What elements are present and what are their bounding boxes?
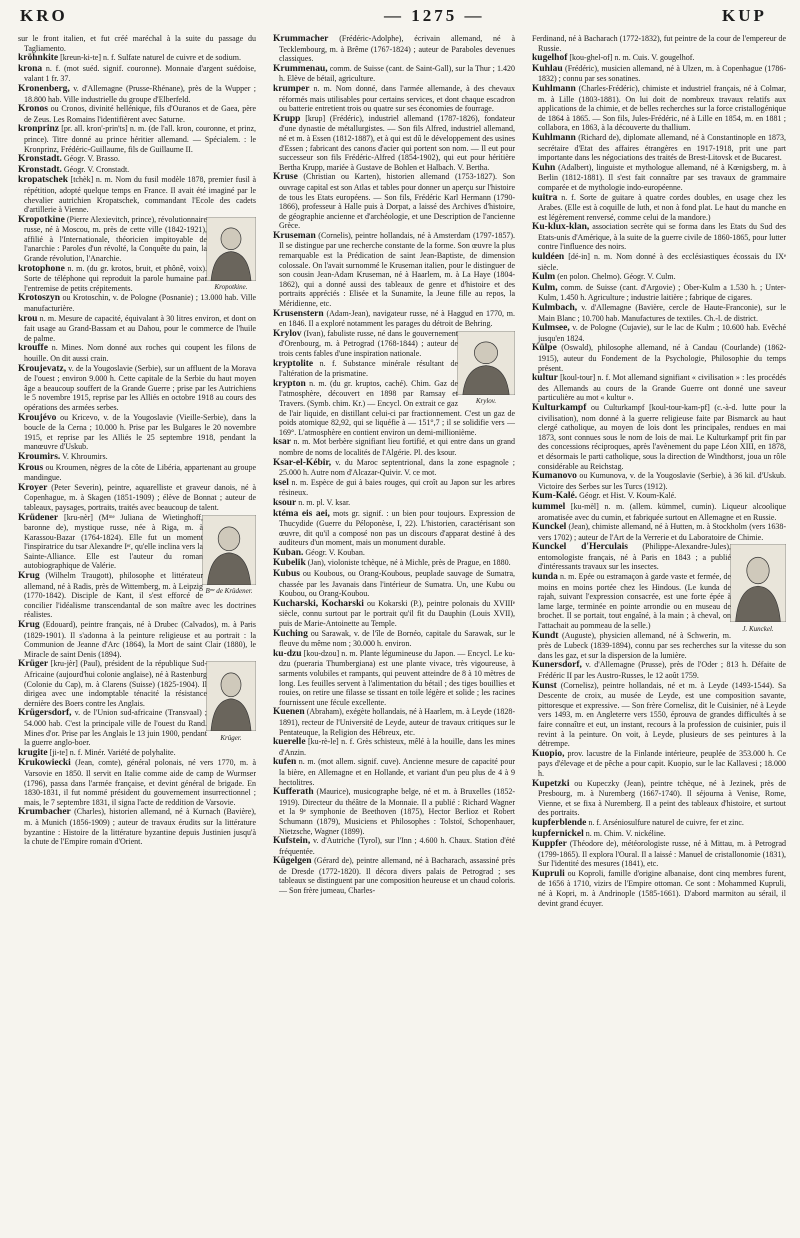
entry-definition: V. Khroumirs. [62, 451, 108, 461]
entry-headword: Kulturkampf [532, 402, 587, 413]
entry-definition: n. f. Substance minérale résultant de l'altération de la prismatine. [279, 358, 458, 379]
entry-headword: Külpe [532, 343, 557, 354]
entry-headword: Kumanovo [532, 471, 577, 482]
entry-headword: kuerelle [273, 737, 306, 748]
dictionary-entry [273, 34, 515, 64]
dictionary-entry [273, 437, 515, 457]
entry-definition: v. du Maroc septentrional, dans la zone espagnole ; 25.000 h. Autre nom d'Alcazar-Quivir. V. ce mot. [279, 457, 515, 478]
entry-definition: ou Krotoschin, v. de Pologne (Posnanie) ; 13.000 hab. Ville manufacturière. [24, 293, 256, 314]
entry-headword: Kuhlmann [532, 83, 576, 94]
entry-headword: kryptolite [273, 358, 314, 369]
dictionary-entry [18, 154, 256, 165]
entry-headword: Kufstein, [273, 836, 311, 847]
entry-headword: Kronstadt. [18, 164, 62, 175]
entry-definition: (Jean), chimiste allemand, né à Hutten, m. à Stockholm (vers 1638-vers 1702) ; auteur de l'Art de la Verrerie et du Laboratoire de Chimie. [538, 522, 786, 542]
dictionary-entry [18, 343, 256, 363]
entry-headword: Kulm [532, 272, 556, 283]
entry-headword: krouffe [18, 343, 48, 354]
dictionary-entry [18, 124, 256, 154]
entry-headword: Kuching [273, 628, 308, 639]
dictionary-entry [18, 34, 256, 53]
entry-headword: Kunckel [532, 522, 567, 533]
entry-definition: v. de l'Union sud-africaine (Transvaal) ; 54.000 hab. C'est la principale ville de l'ouest du Rand. Mines d'or. Prise par les Anglais le 13 juin 1900, pendant la guerre anglo-boer. [24, 708, 207, 748]
figure-caption: Kropotkine. [214, 283, 248, 292]
entry-definition: ou Kupeczky (Jean), peintre tchèque, né à Jezinek, près de Presbourg, m. à Nuremberg (1667-1740). Il séjourna à Venise, Rome, Vienne, et se fixa à Nuremberg. Il a peint des tableaux d'histoire, et surtout des portraits. [538, 778, 786, 818]
entry-headword: Krupp [273, 113, 301, 124]
portrait-engraving [457, 331, 515, 395]
entry-headword: Krug [18, 571, 40, 582]
dictionary-entry [532, 64, 786, 84]
entry-definition: (Charles), historien allemand, né à Kurnach (Bavière), m. à Munich (1856-1909) ; auteur de travaux érudits sur la littérature byzantine : Histoire de la littérature byzantine depuis Justinien jusqu'à la chute de l'Empire romain d'Orient. [24, 807, 256, 847]
entry-headword: Kum-Kalé. [532, 491, 578, 502]
dictionary-entry [18, 807, 256, 846]
entry-headword: Kuhlau [532, 63, 563, 74]
dictionary-entry [532, 323, 786, 343]
entry-definition: [kou-dzou] n. m. Plante légumineuse du Japon. — Encycl. Le ku-dzu (pueraria Thumbergiana) est une plante vivace, très vigoureuse, à sarments volubiles et rampants, qui peuvent atteindre de 8 à 10 mètres de long. Les feuilles servent à l'alimentation du bétail ; des tiges bouillies et rouies, on retire une filasse se tissant en toile légère et solide ; les racines fournissent une fécule excellente. [279, 648, 515, 707]
dictionary-entry [532, 343, 786, 373]
column-left [18, 34, 256, 1230]
entry-definition: ou Cronos, divinité hellénique, fils d'Ouranos et de Gaea, père de Zeus. Les Romains l'identifièrent avec Saturne. [24, 104, 256, 124]
dictionary-entry [273, 478, 515, 498]
entry-definition: [ji-te] n. f. Minér. Variété de polyhalite. [49, 747, 176, 757]
entry-headword: Krummacher [273, 34, 329, 44]
dictionary-entry [273, 599, 515, 629]
entry-headword: Krukowiecki [18, 758, 71, 769]
entry-definition: ou Kroumen, nègres de la côte de Libéria, appartenant au groupe mandingue. [24, 462, 256, 483]
dictionary-entry [532, 471, 786, 491]
entry-definition: (Jan), violoniste tchèque, né à Michle, près de Prague, en 1880. [307, 558, 511, 568]
dictionary-entry [18, 293, 256, 313]
entry-headword: Krummenau, [273, 63, 328, 74]
dictionary-entry [532, 34, 786, 53]
dictionary-entry [532, 303, 786, 323]
dictionary-entry [532, 272, 786, 283]
entry-definition: v. d'Allemagne (Prusse), près de l'Oder ; 813 h. Défaite de Frédéric II par les Austro-Russes, le 12 août 1759. [538, 660, 786, 680]
dictionary-entry [532, 779, 786, 818]
entry-headword: krugite [18, 747, 48, 758]
entry-definition: (Christian ou Karten), historien allemand (1753-1827). Son ouvrage capital est son Atlas et tables pour donner un aperçu sur l'histoire de tous les Etats européens. — Son fils, Frédéric Karl Hermann (1790-1866), professeur à Halle puis à Dorpat, a laissé des Archives d'histoire, de géographie ancienne et d'archéologie, et une Description de l'ancienne Grèce. [279, 172, 515, 231]
entry-headword: Kubus [273, 569, 300, 580]
entry-definition: Géogr. V. Kouban. [305, 547, 365, 557]
entry-headword: Krüdener [18, 512, 59, 523]
dictionary-entry [273, 569, 515, 599]
header-right: KUP [722, 6, 767, 25]
entry-definition: [tchèk] n. m. Nom du fusil modèle 1878, premier fusil à répétition, adopté quelque temps en France. Il avait été imaginé par le chevalier autrichien Kropatschek, commandant l'Ecole des cadets d'artillerie à Vienne. [24, 175, 256, 215]
entry-definition: [kreun-ki-te] n. f. Sulfate naturel de cuivre et de sodium. [60, 53, 241, 63]
page-header [0, 6, 800, 28]
figure-caption: Krylov. [475, 397, 497, 406]
dictionary-entry [532, 491, 786, 502]
entry-definition: (Philippe-Alexandre-Jules), entomologiste français, né à Paris en 1843 ; a publié d'intéressants travaux sur les insectes. [538, 542, 731, 572]
entry-headword: ksar [273, 437, 291, 448]
entry-headword: Kuopio, [532, 748, 565, 759]
entry-headword: Kruse [273, 172, 298, 183]
entry-headword: ktéma eis aei, [273, 508, 330, 519]
entry-definition: [pr. all. kron'-prin'ts] n. m. (de l'all. kron, couronne, et prinz, prince). Titre donné au prince héritier allemand. — Spécialem. : le Kronprinz, Frédéric-Guillaume, fils de Guillaume II. [24, 124, 256, 154]
page-number: — 1275 — [384, 6, 485, 25]
dictionary-entry [532, 252, 786, 272]
dictionary-entry [532, 502, 786, 522]
entry-headword: Kruseman [273, 230, 316, 241]
figure-krudener [205, 515, 256, 596]
entry-definition: n. m. Mesure de capacité, équivalant à 30 litres environ, et dont on fait usage au Grand-Bassam et au Dahou, pour le commerce de l'huile de palme. [24, 313, 256, 343]
dictionary-entry [18, 53, 256, 64]
dictionary-entry [273, 836, 515, 856]
dictionary-entry [532, 522, 786, 542]
entry-headword: kropatschek [18, 175, 68, 186]
entry-definition: (Wilhelm Traugott), philosophe et littérateur allemand, né à Radis, près de Wittemberg, m. à Leipzig (1770-1842). Disciple de Kant, il s'est efforcé de concilier l'idéalisme transcendantal de son maître avec les doctrines réalistes. [24, 571, 256, 620]
entry-headword: kuitra [532, 192, 558, 203]
entry-definition: n. f. Sorte de guitare à quatre cordes doubles, en usage chez les Arabes. (Elle est à coquille de luth, et non à fond plat. Le haut du manche en est légèrement renversé, comme celui de la mandore.) [538, 192, 786, 222]
entry-definition: Géogr. V. Brasso. [63, 154, 120, 164]
entry-definition: [krup] (Frédéric), industriel allemand (1787-1826), fondateur d'une dynastie de métallurgistes. — Son fils Alfred, industriel allemand, né et m. à Essen (1812-1887), et à qui est dû le développement des usines d'Essen ; fabricant des canons d'acier qui portent son nom. — Il eut pour successeur son fils Frédéric-Alfred (1854-1902), qui eut pour héritière Bertha Krupp, mariée à Gustave de Bohlen et Halbach. V. Bertha. [279, 113, 515, 172]
entry-definition: (Maurice), musicographe belge, né et m. à Bruxelles (1852-1919). Directeur du théâtre de la Monnaie. Il a publié : Richard Wagner et la 9ᵉ symphonie de Beethoven (1875), Hector Berlioz et Robert Schumann (1879), Musiciens et Philosophes : Tolstoï, Schopenhauer, Nietzsche, Wagner (1899). [279, 787, 515, 836]
portrait-engraving [202, 515, 256, 585]
entry-definition: ou Kumunova, v. de la Yougoslavie (Serbie), à 36 kil. d'Uskub. Victoire des Serbes sur les Turcs (1912). [538, 471, 786, 491]
portrait-engraving [206, 661, 256, 731]
figure-caption: J. Kunckel. [742, 624, 774, 633]
dictionary-entry [18, 364, 256, 413]
entry-definition: sur le front italien, et fut créé maréchal à la suite du passage du Tagliamento. [18, 34, 256, 53]
entry-headword: krypton [273, 378, 306, 389]
dictionary-entry [532, 681, 786, 749]
dictionary-entry [18, 748, 256, 759]
entry-definition: n. m. Chim. V. nickéline. [585, 828, 666, 838]
entry-headword: krou [18, 313, 38, 324]
entry-headword: kummel [532, 501, 566, 512]
entry-definition: [kou-ghel-of] n. m. Cuis. V. gougelhof. [569, 53, 695, 63]
entry-definition: (Peter Severin), peintre, aquarelliste et graveur danois, né à Copenhague, m. à Skagen (1851-1909) ; élève de Bonnat ; auteur de tableaux, paysages, portraits, traités avec beaucoup de talent. [24, 482, 256, 512]
entry-definition: v. de la Yougoslavie (Serbie), sur un affluent de la Morava de l'ouest ; environ 9.000 h. Cette capitale de la Serbie du haut moyen âge a beaucoup souffert de la Grande Guerre ; prise par les Autrichiens le 5 novembre 1915, reprise par les Alliés en octobre 1918 au cours des opérations des armées serbes. [24, 363, 256, 412]
dictionary-entry [532, 222, 786, 252]
dictionary-entry [532, 133, 786, 163]
entry-headword: Kubelik [273, 558, 306, 569]
entry-definition: (Charles-Frédéric), chimiste et industriel français, né à Colmar, m. à Lille (1803-1881). On lui doit de nombreux travaux relatifs aux applications de la chimie, et de belles recherches sur la force cristallogénique de 1864 à 1865. — Son fils, Jules-Frédéric, né à Lille en 1854, m. en 1881 ; collabora, en 1863, à la découverte du thallium. [538, 83, 786, 133]
entry-definition: n. Mines. Nom donné aux roches qui coupent les filons de houille. On dit aussi crain. [24, 343, 256, 363]
entry-headword: Kronstadt. [18, 154, 62, 165]
entry-headword: Kuenen [273, 707, 305, 718]
entry-definition: [koul-tour] n. f. Mot allemand signifiant « civilisation » : les procédés des Allemands au cours de la Grande Guerre ont donné une saveur particulière au mot « kultur ». [538, 373, 786, 403]
dictionary-entry [273, 498, 515, 509]
dictionary-entry [273, 84, 515, 114]
dictionary-entry [18, 64, 256, 84]
entry-headword: Krumbacher [18, 807, 71, 818]
dictionary-entry [273, 114, 515, 173]
entry-definition: n. m. Epée ou estramaçon à garde vaste et fermée, de moins en moins portée chez les Hindous. (Le kunda de rajah, suivant l'expression consacrée, est une forte épée à lame large, terminée en pointe arrondie ou en museau de brochet. Il se portait, tout engaîné, à la main ; à cheval, on l'attachait au pommeau de la selle.) [538, 572, 731, 631]
entry-definition: (Oswald), philosophe allemand, né à Candau (Courlande) (1862-1915), auteur du Fondement de la Psychologie, Philosophie du temps présent. [538, 343, 786, 373]
dictionary-entry [532, 373, 786, 403]
entry-headword: Krusenstern [273, 308, 324, 319]
entry-definition: (Ivan), fabuliste russe, né dans le gouvernement d'Orenbourg, m. à Petrograd (1768-1844) ; auteur de trois cents fables d'une inspiration nationale. [279, 328, 459, 358]
entry-definition: prov. lacustre de la Finlande intérieure, peuplée de 353.000 h. Ce pays d'élevage et de pêche a pour capit. Kuopio, sur le lac Kallavesi ; 18.000 h. [538, 748, 786, 778]
entry-headword: kufen [273, 757, 297, 768]
entry-headword: Krotoszyn [18, 293, 61, 304]
figure-caption: Bᵐᵉ de Krüdener. [205, 587, 253, 596]
entry-definition: v. d'Allemagne (Bavière, cercle de Haute-Franconie), sur le Main Blanc ; 10.700 hab. Manufactures de textiles. Ch.-l. de district. [538, 303, 786, 323]
entry-headword: Kronos [18, 104, 48, 115]
entry-headword: krotophone [18, 263, 65, 274]
entry-definition: Ferdinand, né à Bacharach (1772-1832), fut peintre de la cour de l'empereur de Russie. [532, 34, 786, 53]
entry-definition: v. d'Autriche (Tyrol), sur l'Inn ; 4.600 h. Chaux. Station d'été fréquentée. [279, 836, 515, 856]
dictionary-entry [18, 483, 256, 513]
entry-definition: (Cornelisz), peintre hollandais, né et m. à Leyde (1493-1544). Sa Descente de croix, au musée de Leyde, est une composition savante, pittoresque et expressive. — Son frère Cornelisz, dit le Cuisinier, né à Leyde vers 1493, m. en Angleterre vers 1550, éprouva de grandes difficultés à se faire connaître et eut, un instant, recours à la profession de cuisinier, puis il revint à la peinture. On voit, à Leyde, plusieurs de ses peintures à la détrempe. [538, 680, 786, 749]
entry-definition: ou Koproli, famille d'origine albanaise, dont cinq membres furent, de 1656 à 1710, vizirs de l'Empire ottoman. Ce sont : Mohammed Kupruli, né à Kopri, m. à Andrinople (1585-1661). D'abord marmiton au sérail, il devint grand écuyer. [538, 868, 786, 908]
entry-headword: Krüger [18, 659, 49, 670]
entry-headword: kunda [532, 572, 558, 583]
entry-definition: n. m. (mot allem. signif. cuve). Ancienne mesure de capacité pour la bière, en Allemagne et en Hollande, et variant d'un peu plus de 4 à 9 hectolitres. [279, 757, 515, 787]
entry-definition: (Auguste), physicien allemand, né à Schwerin, m. près de Lubeck (1839-1894), connu par ses recherches sur la vitesse du son dans les gaz, et sur la dispersion de la lumière. [538, 630, 786, 660]
dictionary-entry [532, 869, 786, 908]
entry-headword: Kufferath [273, 787, 314, 798]
entry-headword: Kronenberg, [18, 83, 70, 94]
dictionary-entry [273, 548, 515, 559]
dictionary-entry [532, 749, 786, 779]
entry-headword: Kroumirs. [18, 451, 61, 462]
entry-definition: n. m. Espèce de gui à baies rouges, qui croît au Japon sur les arbres résineux. [279, 477, 515, 498]
entry-headword: krona [18, 63, 43, 74]
entry-headword: Kuppfer [532, 839, 567, 850]
entry-headword: krumper [273, 83, 310, 94]
entry-headword: ksel [273, 477, 289, 488]
figure-caption: Krüger. [220, 734, 242, 742]
entry-definition: (Edouard), peintre français, né à Drubec (Calvados), m. à Paris (1829-1901). Il s'adonna à la peinture religieuse et au portrait : la Communion de Jeanne d'Arc (1864), la Mort de saint Clair (1880), le Miracle de saint Denis (1894). [24, 620, 256, 659]
dictionary-entry [18, 314, 256, 344]
dictionary-entry [532, 829, 786, 840]
entry-definition: ou Sarawak, v. de l'île de Bornéo, capitale du Sarawak, sur le fleuve du même nom ; 30.000 h. environ. [279, 628, 515, 649]
dictionary-entry [273, 509, 515, 548]
entry-headword: Kunckel d'Herculais [532, 542, 628, 553]
dictionary-entry [273, 707, 515, 737]
entry-definition: (Richard de), diplomate allemand, né à Constantinople en 1873, secrétaire d'Etat des affaires étrangères en 1917-1918, prit une part importante dans les négociations des traités de Brest-Litovsk et de Bucarest. [538, 132, 786, 163]
entry-definition: (Cornelis), peintre hollandais, né à Amsterdam (1797-1857). Il se distingue par une recherche constante de la forme. Son œuvre la plus remarquable est la Prédication de saint Jean-Baptiste, de dimension colossale. On l'avait surnommé le Kruseman italien, pour le distinguer de son cousin Jean-Adam Kruseman, né à Haarlem, m. à La Haye (1804-1862), qui a donné aussi des tableaux de genre et d'histoire et des portraits appréciés : Elisée et la Sunamite, la Jeune fille au repos, la Méridienne, etc. [279, 230, 515, 309]
entry-headword: Kunst [532, 680, 557, 691]
entry-headword: Kulm, [532, 282, 558, 293]
dictionary-entry [18, 165, 256, 176]
entry-headword: Ku-klux-klan, [532, 222, 590, 233]
entry-headword: ksour [273, 497, 297, 508]
entry-definition: ou Kricevo, v. de la Yougoslavie (Vieille-Serbie), dans la boucle de la Cerna ; 10.000 h. Prise par les Bulgares le 20 novembre 1915, et reprise par les Alliés le 25 septembre 1918, pendant la manœuvre d'Uskub. [24, 412, 256, 452]
dictionary-entry [273, 856, 515, 895]
dictionary-entry [18, 452, 256, 463]
dictionary-entry [273, 629, 515, 649]
entry-headword: kupfernickel [532, 828, 584, 839]
header-left: KRO [20, 6, 68, 25]
dictionary-entry [532, 53, 786, 64]
entry-definition: mots gr. signif. : un bien pour toujours. Expression de Thucydide (Guerre du Péloponèse, I, 22). L'historien, caractérisant son œuvre, dit qu'il a composé non pas un discours d'apparat destiné à des auditeurs d'un moment, mais un monument durable. [279, 508, 515, 548]
figure-kropotkine [212, 217, 256, 292]
entry-headword: kugelhof [532, 53, 568, 64]
dictionary-entry [273, 172, 515, 231]
dictionary-entry [532, 660, 786, 680]
dictionary-entry [18, 104, 256, 124]
dictionary-entry [273, 309, 515, 329]
entry-definition: (Gérard de), peintre allemand, né à Bacharach, assassiné près de Dresde (1772-1820). Il décora divers palais de Petrograd ; ses tableaux se distinguent par une composition heureuse et un chaud coloris. — Son frère jumeau, Charles- [279, 856, 515, 896]
entry-definition: Géogr. V. Cronstadt. [63, 164, 130, 174]
entry-headword: ku-dzu [273, 648, 302, 659]
column-middle [273, 34, 515, 1230]
dictionary-entry [532, 818, 786, 829]
entry-headword: Krügersdorf, [18, 708, 72, 719]
entry-headword: Kroujevatz, [18, 363, 67, 374]
entry-definition: comm. de Suisse (cant. de Saint-Gall), sur la Thur ; 1.420 h. Elève de bétail, agriculture. [279, 63, 515, 84]
entry-headword: kupferblende [532, 817, 587, 828]
entry-headword: Kunersdorf, [532, 660, 582, 671]
entry-headword: Kulmbach, [532, 303, 578, 314]
figure-kunckel [736, 544, 786, 633]
dictionary-entry [18, 463, 256, 483]
dictionary-entry [18, 175, 256, 214]
entry-definition: [kru-jèr] (Paul), président de la république Sud-Africaine (aujourd'hui colonie anglaise), né à Rastenburg (Colonie du Cap), m. à Clarens (Suisse) (1825-1904). Il dirigea avec une indomptable ténacité la résistance dernière des Boers contre les Anglais. [24, 659, 208, 708]
figure-krylov [463, 331, 515, 406]
entry-definition: n. m. pl. V. ksar. [298, 497, 351, 507]
entry-definition: v. de Pologne (Cujavie), sur le lac de Kulm ; 10.600 hab. Evêché jusqu'en 1824. [538, 323, 786, 343]
entry-definition: (Adam-Jean), navigateur russe, né à Haggud en 1770, m. en 1846. Il a exploré notamment les parages du détroit de Behring. [279, 308, 515, 329]
dictionary-entry [273, 787, 515, 836]
figure-kruger [212, 661, 256, 742]
entry-definition: Géogr. et Hist. V. Koum-Kalé. [579, 491, 677, 501]
entry-definition: association secrète qui se forma dans les Etats du Sud des Etats-unis d'Amérique, à la suite de la guerre civile de 1860-1865, pour lutter contre l'influence des noirs. [538, 222, 786, 252]
entry-definition: n. f. (mot suéd. signif. couronne). Monnaie d'argent suédoise, valant 1 fr. 37. [24, 63, 256, 84]
entry-headword: Krylov [273, 328, 302, 339]
dictionary-entry [273, 231, 515, 309]
portrait-engraving [730, 544, 786, 622]
entry-definition: (en polon. Chelmo). Géogr. V. Culm. [557, 272, 676, 282]
entry-headword: Kuban. [273, 547, 304, 558]
entry-headword: Krug [18, 620, 40, 631]
entry-definition: (Théodore de), météorologiste russe, né à Mittau, m. à Petrograd (1799-1865). Il explora l'Oural. Il a laissé : Manuel de cristallonomie (1831), Sur l'identité des mesures (1841), etc. [538, 839, 786, 869]
entry-headword: Krous [18, 462, 44, 473]
entry-definition: v. d'Allemagne (Prusse-Rhénane), près de la Wupper ; 18.800 hab. Ville industrielle du groupe d'Elberfeld. [24, 83, 256, 104]
dictionary-entry [273, 757, 515, 787]
entry-headword: Kupetzki [532, 778, 570, 789]
entry-definition: (Adalbert), linguiste et mythologue allemand, né à Kœnigsberg, m. à Berlin (1812-1881). Il s'est fait connaître par ses travaux de grammaire comparée et de mythologie indo-européenne. [538, 162, 786, 192]
entry-definition: (Jean, comte), général polonais, né vers 1770, m. à Varsovie en 1850. Il servit en Italie comme aide de camp de Wurmser (1796), passa dans l'armée française, et devint général de brigade. En 1830-1831, il fut nommé président du gouvernement insurrectionnel ; mais, le 7 septembre 1831, il signa l'acte de reddition de Varsovie. [24, 758, 256, 807]
entry-headword: Kroujévo [18, 412, 57, 423]
dictionary-entry [18, 413, 256, 452]
entry-definition: ou Koubous, ou Orang-Koubous, peuplade sauvage de Sumatra, chassée par les Javanais dans l'intérieur de Sumatra. Un, une Kubu ou Koubou, ou Orang-Koubou. [279, 569, 515, 599]
dictionary-entry [273, 649, 515, 708]
entry-headword: Kulmsee, [532, 323, 570, 334]
entry-definition: ou Culturkampf [koul-tour-kam-pf] (c.-à-d. lutte pour la civilisation), nom donné à la guerre religieuse faite par Bismarck au haut clergé catholique, au moyen de lois dont les principales, rendues en mai 1873, sont connues sous le nom de lois de mai. Le Kulturkampf prit fin par des concessions réciproques, après l'avènement du pape Léon XIII, en 1878, et désormais le parti catholique, sous la direction de Windthorst, joua un rôle considérable au Reichstag. [538, 402, 786, 471]
dictionary-entry [532, 163, 786, 193]
dictionary-entry [273, 737, 515, 757]
entry-definition: n. m. Mot berbère signifiant lieu fortifié, et qui entre dans un grand nombre de noms de localités de l'Algérie. Pl. des ksour. [279, 437, 515, 457]
entry-definition: n. m. Nom donné, dans l'armée allemande, à des chevaux réformés mais utilisables pour certains services, et dont chaque escadron ou batterie entretient trois ou quatre sur ses économies de fourrage. [279, 83, 515, 114]
portrait-engraving [206, 217, 256, 281]
entry-definition: n. m. (du gr. kruptos, caché). Chim. Gaz de l'atmosphère, découvert en 1898 par Ramsay et Travers. (Symb. chim. Kr.) — Encycl. On extrait ce gaz de l'air liquide, en distillant celui-ci par fractionnement. C'est un gaz de poids atomique 82,92, qui se liquéfie à — 151°,7 ; il se solidifie vers — 169°. L'atmosphère en contient environ un demi-millionième. [279, 378, 515, 437]
entry-headword: Kupruli [532, 868, 565, 879]
dictionary-entry [532, 84, 786, 133]
entry-headword: Kügelgen [273, 856, 312, 867]
entry-definition: (Frédéric-Adolphe), écrivain allemand, né à Tecklembourg, m. à Brême (1767-1824) ; auteur de Paraboles devenues classiques. [279, 34, 515, 64]
entry-headword: kronprinz [18, 124, 60, 135]
entry-headword: Kropotkine [18, 214, 65, 225]
dictionary-entry [273, 458, 515, 478]
entry-headword: Kuhn [532, 162, 556, 173]
entry-headword: Ksar-el-Kébir, [273, 457, 332, 468]
dictionary-entry [18, 620, 256, 659]
entry-headword: kuldéen [532, 252, 565, 263]
entry-definition: [ku-rè-le] n. f. Grès schisteux, mêlé à la houille, dans les mines d'Anzin. [279, 737, 515, 757]
entry-definition: (Abraham), exégète hollandais, né à Haarlem, m. à Leyde (1828-1891), recteur de l'Université de Leyde, auteur de travaux critiques sur le Pentateuque, la Religion des Hébreux, etc. [279, 707, 515, 737]
dictionary-entry [532, 283, 786, 303]
entry-definition: [kru-nèr] (Mᵐᵉ Juliana de Wietinghoff, baronne de), mystique russe, née à Riga, m. à Karassou-Bazar (1764-1824). Elle fut un moment l'inspiratrice du tsar Alexandre Iᵉʳ, qu'elle inclina vers la Sainte-Alliance. Elle est l'auteur du roman autobiographique de Valérie. [24, 512, 204, 571]
dictionary-entry [18, 84, 256, 104]
dictionary-entry [532, 193, 786, 223]
entry-definition: (Pierre Alexievitch, prince), révolutionnaire russe, né à Moscou, m. près de cette ville (1842-1921), affilié à l'Internationale, théoricien impitoyable de l'anarchie : Paroles d'un révolté, la Conquête du pain, la Grande révolution, l'Anarchie. [24, 214, 208, 264]
entry-headword: kultur [532, 373, 558, 384]
entry-headword: kröhnkite [18, 53, 59, 64]
dictionary-entry [532, 839, 786, 869]
entry-definition: (Frédéric), musicien allemand, né à Ulzen, m. à Copenhague (1786-1832) ; connu par ses sonatines. [538, 63, 786, 84]
dictionary-entry [18, 758, 256, 807]
entry-headword: Kroyer [18, 482, 48, 493]
dictionary-entry [273, 558, 515, 569]
column-right [532, 34, 786, 1230]
entry-definition: n. f. Arséniosulfure naturel de cuivre, fer et zinc. [588, 817, 744, 827]
entry-headword: Kucharski, Kocharski [273, 598, 364, 609]
dictionary-entry [532, 403, 786, 471]
entry-headword: Kuhlmann [532, 132, 576, 143]
entry-definition: ou Kokarski (P.), peintre polonais du XVIIIᵉ siècle, connu surtout par le portrait qu'il fit du Dauphin (Louis XVII), puis de Marie-Antoinette au Temple. [279, 598, 515, 629]
entry-definition: n. m. (du gr. krotos, bruit, et phônê, voix). Sorte de téléphone qui reproduit la parole humaine par l'entremise de petits crépitements. [24, 263, 207, 293]
entry-definition: [ku-mèl] n. m. (allem. kümmel, cumin). Liqueur alcoolique aromatisée avec du cumin, et fabriquée surtout en Allemagne et en Russie. [538, 501, 786, 522]
entry-definition: comm. de Suisse (cant. d'Argovie) ; Ober-Kulm a 1.530 h. ; Unter-Kulm, 1.450 h. Agriculture ; industrie laitière ; fabrique de cigares. [538, 282, 786, 303]
dictionary-entry [273, 64, 515, 84]
dictionary-entry [532, 631, 786, 661]
entry-definition: [dé-in] n. m. Nom donné à des ecclésiastiques écossais du IXᵉ siècle. [538, 252, 786, 272]
entry-headword: Kundt [532, 630, 559, 641]
